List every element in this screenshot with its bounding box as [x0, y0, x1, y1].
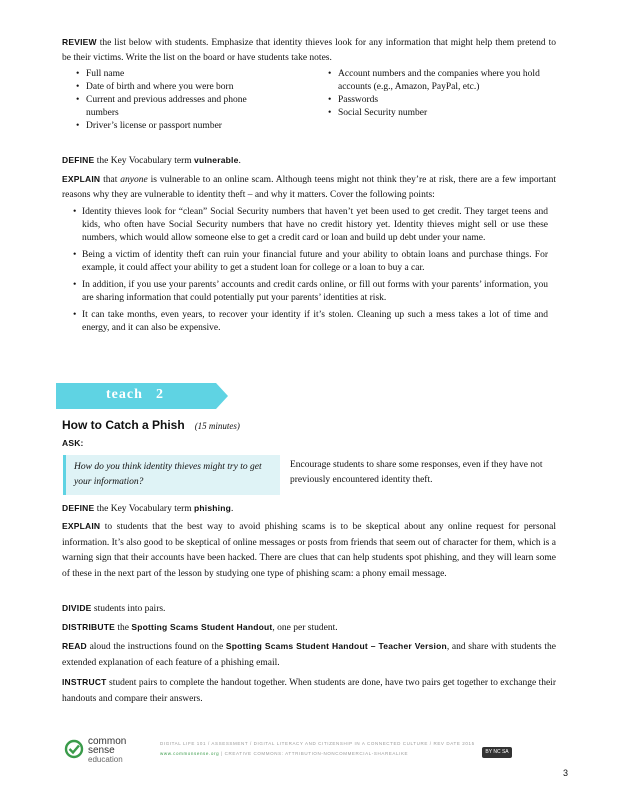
explain-emphasis: anyone	[120, 175, 148, 185]
section-duration: (15 minutes)	[194, 421, 240, 431]
teach-banner-arrow	[216, 383, 228, 409]
instruct-instruction	[62, 675, 556, 707]
teach-number: 2	[156, 387, 164, 402]
distribute-label: DISTRIBUTE	[62, 622, 115, 632]
teach-label: teach	[106, 387, 143, 402]
list-item: • Date of birth and where you were born	[76, 81, 321, 94]
explain-points	[70, 206, 548, 339]
define-label: DEFINE	[62, 503, 95, 513]
explain-label: EXPLAIN	[62, 174, 101, 184]
section-title: How to Catch a Phish	[62, 418, 185, 432]
distribute-instruction	[62, 620, 556, 636]
distribute-text: the	[117, 623, 129, 633]
list-item: • In addition, if you use your parents’ accounts and credit cards online, or fill out forms with your parents’ information, you are sharing information that could potentially put your parents’ identities at risk.	[70, 279, 548, 305]
explain-text: is vulnerable to an online scam. Although teens might not think they’re at risk, there are a few important reasons why they are vulnerable to identity theft – and why it matters. Cover the following points:	[62, 175, 557, 200]
checkmark-logo-icon	[64, 739, 84, 759]
review-left-list	[76, 68, 321, 133]
define-vulnerable	[62, 153, 556, 169]
logo-word-sense: sense	[88, 745, 115, 756]
footer-line2	[160, 751, 490, 756]
instruct-label: INSTRUCT	[62, 677, 107, 687]
ask-label: ASK:	[62, 438, 84, 448]
list-item: • Social Security number	[328, 107, 560, 120]
logo-word-common: common	[88, 736, 127, 747]
read-label: READ	[62, 641, 87, 651]
vocab-term: phishing	[194, 503, 232, 513]
footer-license-text: | CREATIVE COMMONS: ATTRIBUTION-NONCOMMERCIAL-SHAREALIKE	[221, 751, 409, 756]
explain-label: EXPLAIN	[62, 521, 101, 531]
list-item: • Identity thieves look for “clean” Social Security numbers that haven’t yet been used to get credit. They target teens and kids, who often have Social Security numbers that have no credit history yet. Identity thieves might sell or use these numbers, which would allow someone else to get a credit card or loan and build up debt under your name.	[70, 206, 548, 245]
divide-instruction	[62, 601, 556, 617]
define-text: the Key Vocabulary term	[96, 156, 192, 166]
list-item: • Being a victim of identity theft can ruin your financial future and your ability to obtain loans and purchase things. For example, it could affect your ability to get a student loan for college or a loan to buy a car.	[70, 249, 548, 275]
divide-text: students into pairs.	[93, 604, 166, 614]
explain-phishing	[62, 519, 556, 582]
review-text: the list below with students. Emphasize that identity thieves look for any information that might help them pretend to be their victims. Write the list on the board or have students take notes.	[62, 38, 556, 63]
review-right-list	[328, 68, 560, 120]
footer-line1: DIGITAL LIFE 101 / ASSESSMENT / DIGITAL LITERACY AND CITIZENSHIP IN A CONNECTED CULTURE / REV DATE 2015	[160, 741, 475, 746]
ask-question: How do you think identity thieves might try to get your information?	[74, 462, 262, 487]
define-punct: .	[238, 156, 241, 166]
define-text: the Key Vocabulary term	[96, 504, 192, 514]
read-text: , and share with students the extended explanation of each feature of a phishing email.	[62, 642, 556, 668]
ask-question-box	[63, 455, 280, 495]
define-punct: .	[231, 504, 234, 514]
define-label: DEFINE	[62, 155, 95, 165]
footer-url[interactable]: www.commonsense.org	[160, 751, 220, 756]
vocab-term: vulnerable	[194, 155, 239, 165]
list-item: • It can take months, even years, to recover your identity if it’s stolen. Cleaning up such a mess takes a lot of time and energy, and it can also be expensive.	[70, 309, 548, 335]
section-heading	[62, 416, 556, 434]
explain-vulnerable	[62, 172, 556, 202]
read-instruction	[62, 639, 556, 671]
list-item: • Full name	[76, 68, 321, 81]
review-label: REVIEW	[62, 37, 97, 47]
page-number: 3	[563, 768, 569, 778]
list-item: • Account numbers and the companies where you hold accounts (e.g., Amazon, PayPal, etc.)	[328, 68, 560, 94]
list-item: • Current and previous addresses and phone numbers	[76, 94, 264, 120]
divide-label: DIVIDE	[62, 603, 92, 613]
teach-banner	[56, 383, 216, 409]
review-paragraph	[62, 35, 556, 65]
distribute-text: , one per student.	[272, 623, 338, 633]
common-sense-logo	[64, 737, 148, 769]
instruct-text: student pairs to complete the handout together. When students are done, have two pairs get together to exchange their handouts and compare their answers.	[62, 678, 556, 704]
handout-name: Spotting Scams Student Handout	[131, 622, 273, 632]
logo-word-education: education	[88, 755, 123, 764]
ask-note: Encourage students to share some responses, even if they have not previously encountered identity theft.	[290, 460, 543, 485]
handout-name: Spotting Scams Student Handout – Teacher Version	[225, 641, 447, 651]
explain-text: to students that the best way to avoid phishing scams is to be skeptical about any online request for personal information. It’s also good to be skeptical of online messages or posts from friends that seem out of character for them, which is a warning sign that their accounts have been hacked. There are clues that can help students spot phishing, and they will learn some of these in the next part of the lesson by studying one type of phishing scam: a phony email message.	[62, 522, 557, 579]
define-phishing	[62, 501, 556, 517]
cc-license-badge: BY NC SA	[482, 747, 512, 758]
list-item: • Passwords	[328, 94, 560, 107]
list-item: • Driver’s license or passport number	[76, 120, 321, 133]
explain-text: that	[103, 175, 118, 185]
read-text: aloud the instructions found on the	[89, 642, 224, 652]
